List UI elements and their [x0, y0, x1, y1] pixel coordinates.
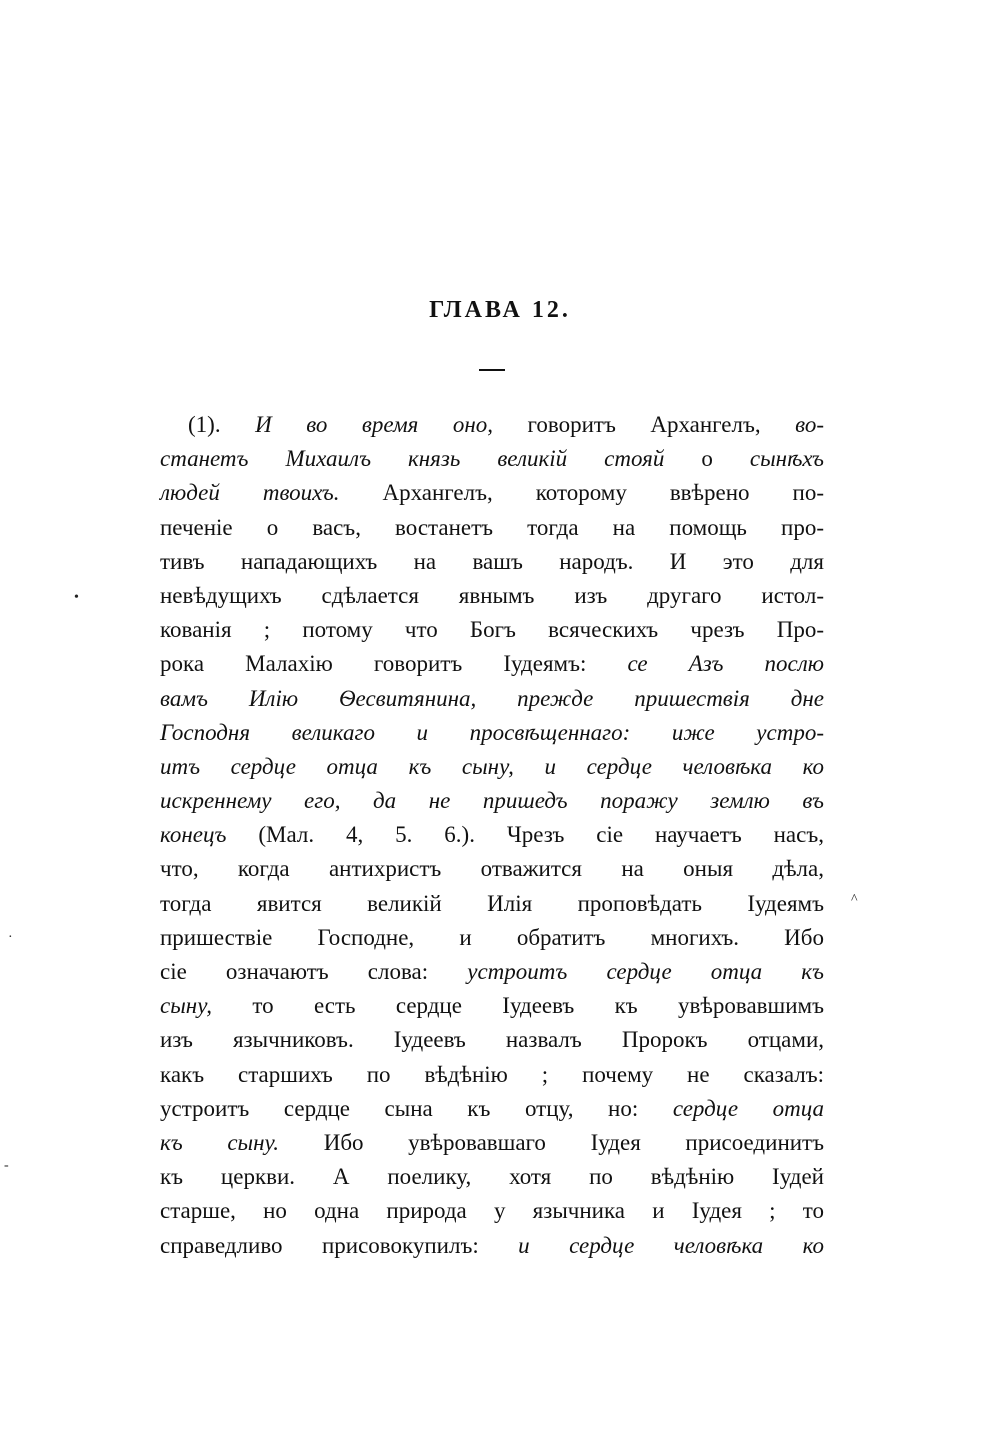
text-segment: пришествіе Господне, и обратитъ многихъ. Ибо [160, 924, 824, 950]
text-segment: что, когда антихристъ отважится на оныя дѣла, [160, 856, 824, 882]
text-line [160, 647, 824, 681]
text-line [160, 579, 824, 613]
margin-mark-dash: - [4, 1158, 9, 1173]
text-segment: рока Малахію говоритъ Іудеямъ: [160, 651, 628, 677]
text-segment: старше, но одна природа у язычника и Іудея ; то [160, 1198, 824, 1224]
italic-text: сердце отца [672, 1095, 825, 1121]
text-segment: кованія ; потому что Богъ всяческихъ чрезъ Про- [160, 617, 824, 643]
italic-text: станетъ Михаилъ князь великій стояй [160, 446, 665, 472]
text-line [160, 921, 824, 955]
text-line [160, 511, 824, 545]
text-line [160, 955, 824, 989]
text-line [160, 1092, 824, 1126]
italic-text: и сердце человѣка ко [518, 1232, 824, 1258]
text-segment: справедливо присовокупилъ: [160, 1232, 519, 1258]
italic-text: къ сыну. [160, 1129, 280, 1155]
text-segment: говоритъ Архангелъ, [493, 412, 796, 437]
text-segment: Ибо увѣровавшаго Іудея присоединитъ [279, 1129, 824, 1155]
text-segment: къ церкви. А поелику, хотя по вѣдѣнію Іудей [160, 1164, 824, 1190]
margin-mark-caret: ^ [851, 892, 858, 907]
italic-text: И во время оно, [255, 412, 494, 437]
italic-text: се Азъ послю [627, 651, 824, 677]
text-line [160, 1126, 824, 1160]
italic-text: людей твоихъ. [160, 480, 340, 506]
text-segment: то есть сердце Іудеевъ къ увѣровавшимъ [212, 993, 824, 1019]
text-line [160, 1160, 824, 1194]
text-segment: (1). [188, 412, 256, 437]
italic-text: вамъ Илію Ѳесвитянина, прежде пришествія дне [160, 685, 824, 711]
chapter-heading: ГЛАВА 12. [429, 297, 571, 323]
text-line [160, 476, 824, 510]
text-line [160, 750, 824, 784]
text-line [160, 784, 824, 818]
text-segment: (Мал. 4, 5. 6.). Чрезъ сіе научаетъ насъ, [226, 822, 824, 848]
text-segment: печеніе о васъ, востанетъ тогда на помощь про- [160, 514, 824, 540]
body-paragraph [160, 408, 824, 1263]
italic-text: сынѣхъ [749, 446, 824, 472]
italic-text: Господня великаго и просвѣщеннаго: иже устро- [160, 719, 824, 745]
text-segment: тогда явится великій Илія проповѣдать Іудеямъ [160, 890, 824, 916]
text-line [160, 887, 824, 921]
text-line [160, 613, 824, 647]
italic-text: искреннему его, да не пришедъ поражу землю въ [160, 788, 824, 814]
italic-text: итъ сердце отца къ сыну, и сердце человѣка ко [160, 753, 824, 779]
text-segment: сіе означаютъ слова: [160, 959, 468, 984]
text-line [160, 1058, 824, 1092]
text-line [160, 1194, 824, 1228]
italic-text: устроитъ сердце отца къ [467, 959, 824, 984]
text-segment: тивъ нападающихъ на вашъ народъ. И это для [160, 548, 824, 574]
text-segment: какъ старшихъ по вѣдѣнію ; почему не сказалъ: [160, 1061, 824, 1087]
text-line [160, 442, 824, 476]
text-line [160, 545, 824, 579]
text-line [160, 989, 824, 1023]
text-segment: невѣдущихъ сдѣлается явнымъ изъ другаго истол- [160, 582, 824, 608]
text-line [160, 818, 824, 852]
text-segment: Архангелъ, которому ввѣрено по- [339, 480, 825, 506]
text-line [160, 1229, 824, 1263]
text-segment: устроитъ сердце сына къ отцу, но: [160, 1095, 673, 1121]
margin-mark-dot: · [8, 930, 13, 945]
text-line [160, 716, 824, 750]
text-line [160, 1023, 824, 1057]
text-segment: о [664, 446, 750, 472]
italic-text: во- [795, 412, 824, 437]
heading-rule [479, 369, 505, 371]
italic-text: сыну, [160, 993, 213, 1019]
text-segment: изъ язычниковъ. Іудеевъ назвалъ Пророкъ отцами, [160, 1027, 824, 1053]
text-line [160, 682, 824, 716]
text-line [160, 852, 824, 886]
text-line [160, 408, 824, 442]
margin-mark-dot: • [74, 590, 79, 605]
italic-text: конецъ [160, 822, 227, 848]
